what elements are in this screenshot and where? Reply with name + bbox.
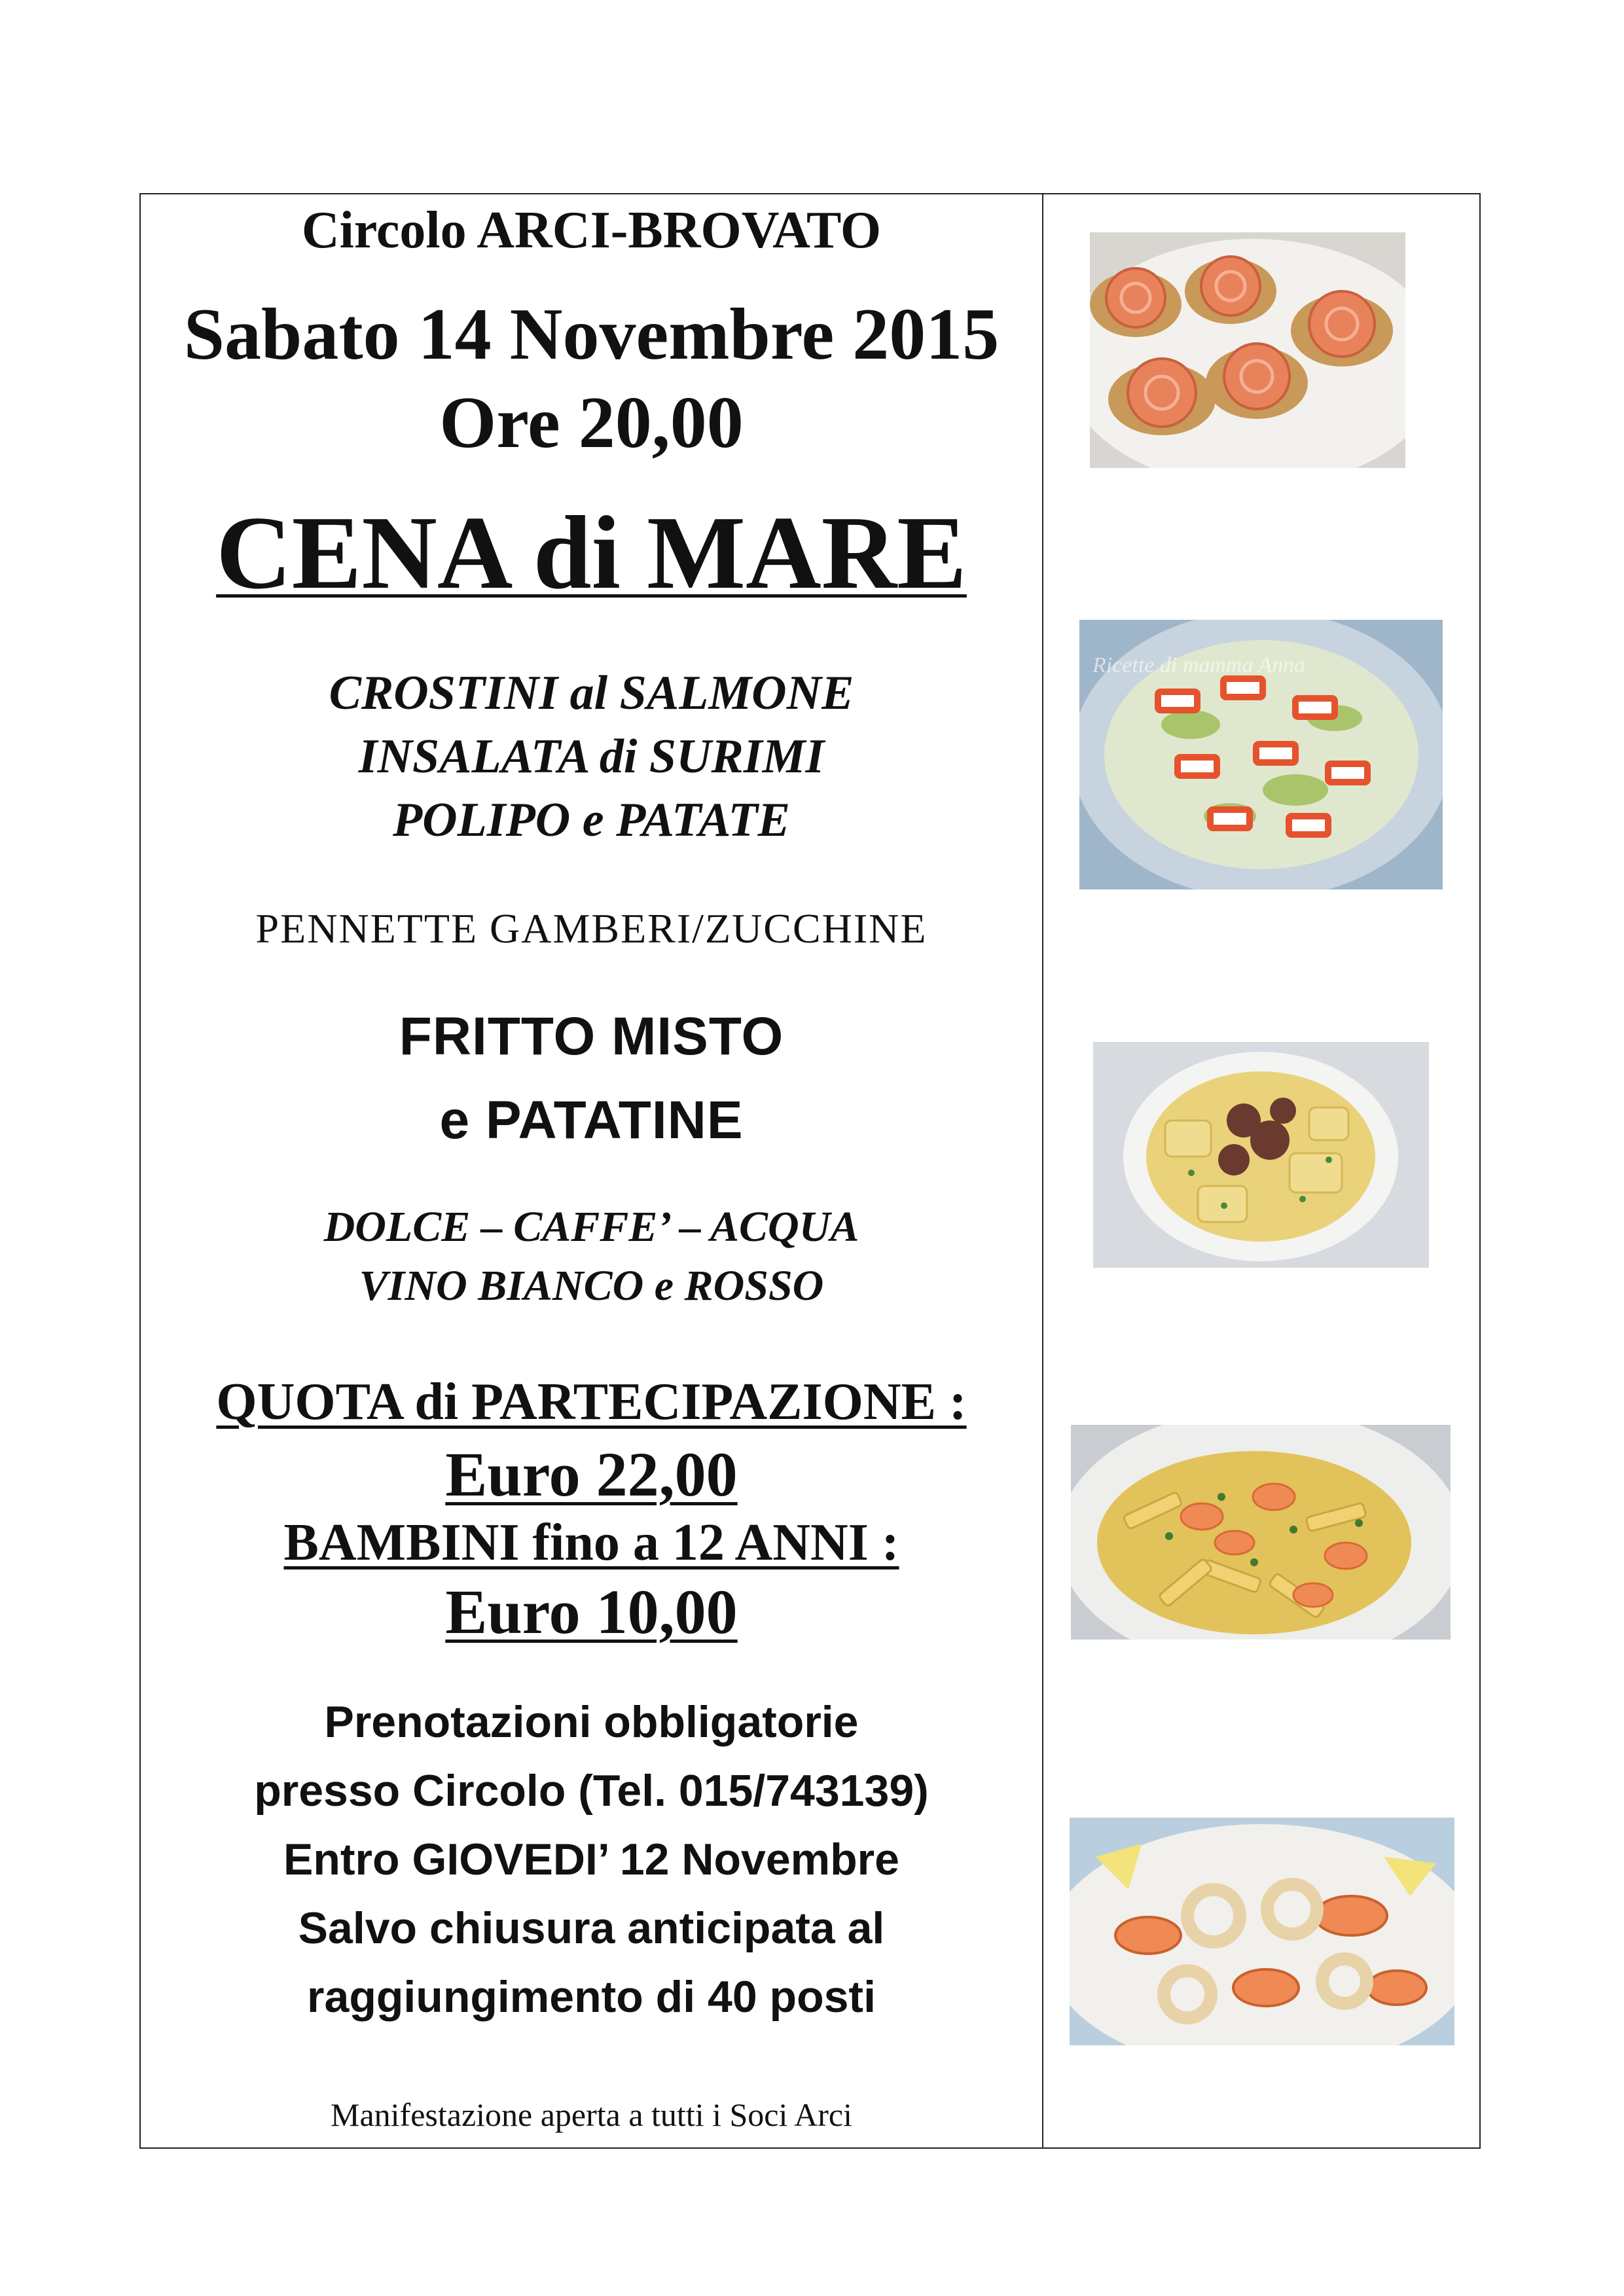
- quota-label: QUOTA di PARTECIPAZIONE :: [216, 1373, 967, 1431]
- watermark-text: Ricette di mamma Anna: [1092, 653, 1306, 677]
- booking-line: presso Circolo (Tel. 015/743139): [254, 1766, 929, 1816]
- children-label: BAMBINI fino a 12 ANNI :: [283, 1514, 899, 1571]
- menu-item: CROSTINI al SALMONE: [329, 666, 854, 720]
- fried-seafood-photo: [1070, 1818, 1454, 2045]
- event-date: Sabato 14 Novembre 2015: [183, 294, 1000, 375]
- octopus-potatoes-photo: [1093, 1042, 1429, 1268]
- pennette-photo: [1071, 1425, 1451, 1640]
- club-name: Circolo ARCI-BROVATO: [301, 202, 882, 259]
- booking-line: Salvo chiusura anticipata al: [298, 1903, 885, 1953]
- menu-item: INSALATA di SURIMI: [358, 730, 825, 783]
- children-price: Euro 10,00: [445, 1577, 738, 1647]
- text-column: [141, 194, 1042, 2147]
- event-time: Ore 20,00: [439, 382, 744, 463]
- booking-line: Entro GIOVEDI’ 12 Novembre: [283, 1835, 899, 1884]
- footer-note: Manifestazione aperta a tutti i Soci Arci: [331, 2096, 852, 2133]
- crostini-photo: [1090, 232, 1405, 468]
- poster-frame: [139, 193, 1481, 2149]
- menu-extras: VINO BIANCO e ROSSO: [359, 1262, 824, 1310]
- photo-column: [1043, 194, 1481, 2147]
- booking-line: Prenotazioni obbligatorie: [324, 1697, 859, 1747]
- surimi-salad-photo: [1079, 620, 1443, 889]
- menu-secondo: FRITTO MISTO: [399, 1007, 784, 1066]
- menu-primo: PENNETTE GAMBERI/ZUCCHINE: [255, 905, 928, 952]
- booking-line: raggiungimento di 40 posti: [307, 1972, 876, 2022]
- menu-item: POLIPO e PATATE: [392, 793, 791, 847]
- event-title: CENA di MARE: [216, 494, 967, 611]
- adult-price: Euro 22,00: [445, 1439, 738, 1509]
- menu-extras: DOLCE – CAFFE’ – ACQUA: [323, 1203, 859, 1251]
- menu-secondo: e PATATINE: [439, 1090, 744, 1150]
